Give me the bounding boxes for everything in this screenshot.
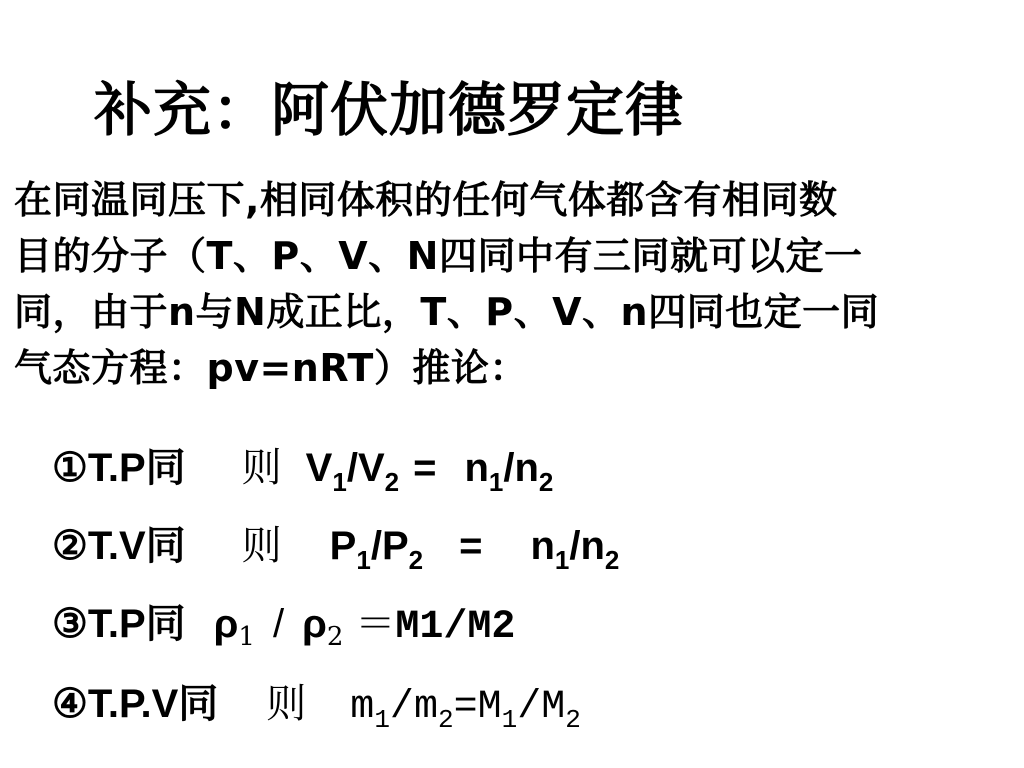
formula-subscript: 1 bbox=[501, 705, 518, 735]
formula-lhs-numerator: V bbox=[305, 446, 333, 490]
formula-rhs: M1/M2 bbox=[395, 605, 516, 650]
formula-equals: = bbox=[459, 524, 483, 568]
formula-slash: / bbox=[503, 446, 515, 490]
formula-label: ④T.P.V同 bbox=[52, 682, 219, 726]
formula-lhs-numerator: m bbox=[350, 685, 375, 730]
formula-lhs-numerator: P bbox=[329, 524, 357, 568]
formula-subscript: 1 bbox=[356, 545, 371, 575]
formula-slash: / bbox=[569, 524, 581, 568]
formula-equals: ＝ bbox=[355, 601, 396, 647]
formula-rhs-numerator: n bbox=[464, 446, 489, 490]
formula-rhs-denominator: n bbox=[580, 524, 605, 568]
formula-row-4 bbox=[52, 676, 581, 736]
formula-slash: / bbox=[272, 602, 285, 646]
explanation-paragraph bbox=[14, 172, 1014, 396]
formula-subscript: 1 bbox=[238, 622, 255, 652]
paragraph-line: 在同温同压下,相同体积的任何气体都含有相同数 bbox=[14, 178, 838, 222]
formula-then: 则 bbox=[241, 445, 282, 491]
formula-rhs-numerator: n bbox=[530, 524, 555, 568]
formula-label: ③T.P同 bbox=[52, 602, 186, 646]
formula-row-3 bbox=[52, 596, 515, 665]
formula-slash: / bbox=[389, 685, 414, 730]
formula-subscript: 2 bbox=[565, 705, 581, 735]
formula-subscript: 2 bbox=[384, 467, 400, 497]
formula-subscript: 1 bbox=[488, 467, 504, 497]
formula-lhs-denominator: m bbox=[413, 685, 438, 730]
formula-label: ②T.V同 bbox=[52, 524, 186, 568]
formula-lhs-denominator: V bbox=[357, 446, 385, 490]
slide-title: 补充：阿伏加德罗定律 bbox=[94, 76, 685, 144]
formula-subscript: 2 bbox=[408, 545, 424, 575]
formula-rhs-denominator: n bbox=[514, 446, 539, 490]
formula-equals: = bbox=[413, 446, 437, 490]
formula-rho-numerator: ρ bbox=[213, 602, 239, 646]
paragraph-line: 同，由于n与N成正比，T、P、V、n四同也定一同 bbox=[14, 290, 880, 334]
formula-then: 则 bbox=[241, 523, 282, 569]
formula-subscript: 2 bbox=[326, 622, 344, 652]
formula-subscript: 1 bbox=[332, 467, 347, 497]
formula-lhs-denominator: P bbox=[381, 524, 409, 568]
formula-subscript: 2 bbox=[437, 705, 454, 735]
formula-subscript: 2 bbox=[604, 545, 620, 575]
paragraph-line: 气态方程：pv=nRT）推论： bbox=[14, 346, 528, 390]
formula-label: ①T.P同 bbox=[52, 446, 186, 490]
formula-slash: / bbox=[346, 446, 358, 490]
formula-row-1 bbox=[52, 440, 553, 496]
formula-rhs-numerator: M bbox=[477, 685, 502, 730]
formula-subscript: 2 bbox=[538, 467, 554, 497]
formula-then: 则 bbox=[266, 681, 307, 727]
paragraph-line: 目的分子（T、P、V、N四同中有三同就可以定一 bbox=[14, 234, 863, 278]
formula-row-2 bbox=[52, 518, 619, 574]
formula-rho-denominator: ρ bbox=[302, 602, 327, 646]
formula-slash: / bbox=[517, 685, 542, 730]
formula-subscript: 1 bbox=[374, 705, 390, 735]
formula-slash: / bbox=[370, 524, 382, 568]
formula-equals: = bbox=[453, 685, 478, 730]
formula-rhs-denominator: M bbox=[541, 685, 566, 730]
formula-subscript: 1 bbox=[554, 545, 570, 575]
